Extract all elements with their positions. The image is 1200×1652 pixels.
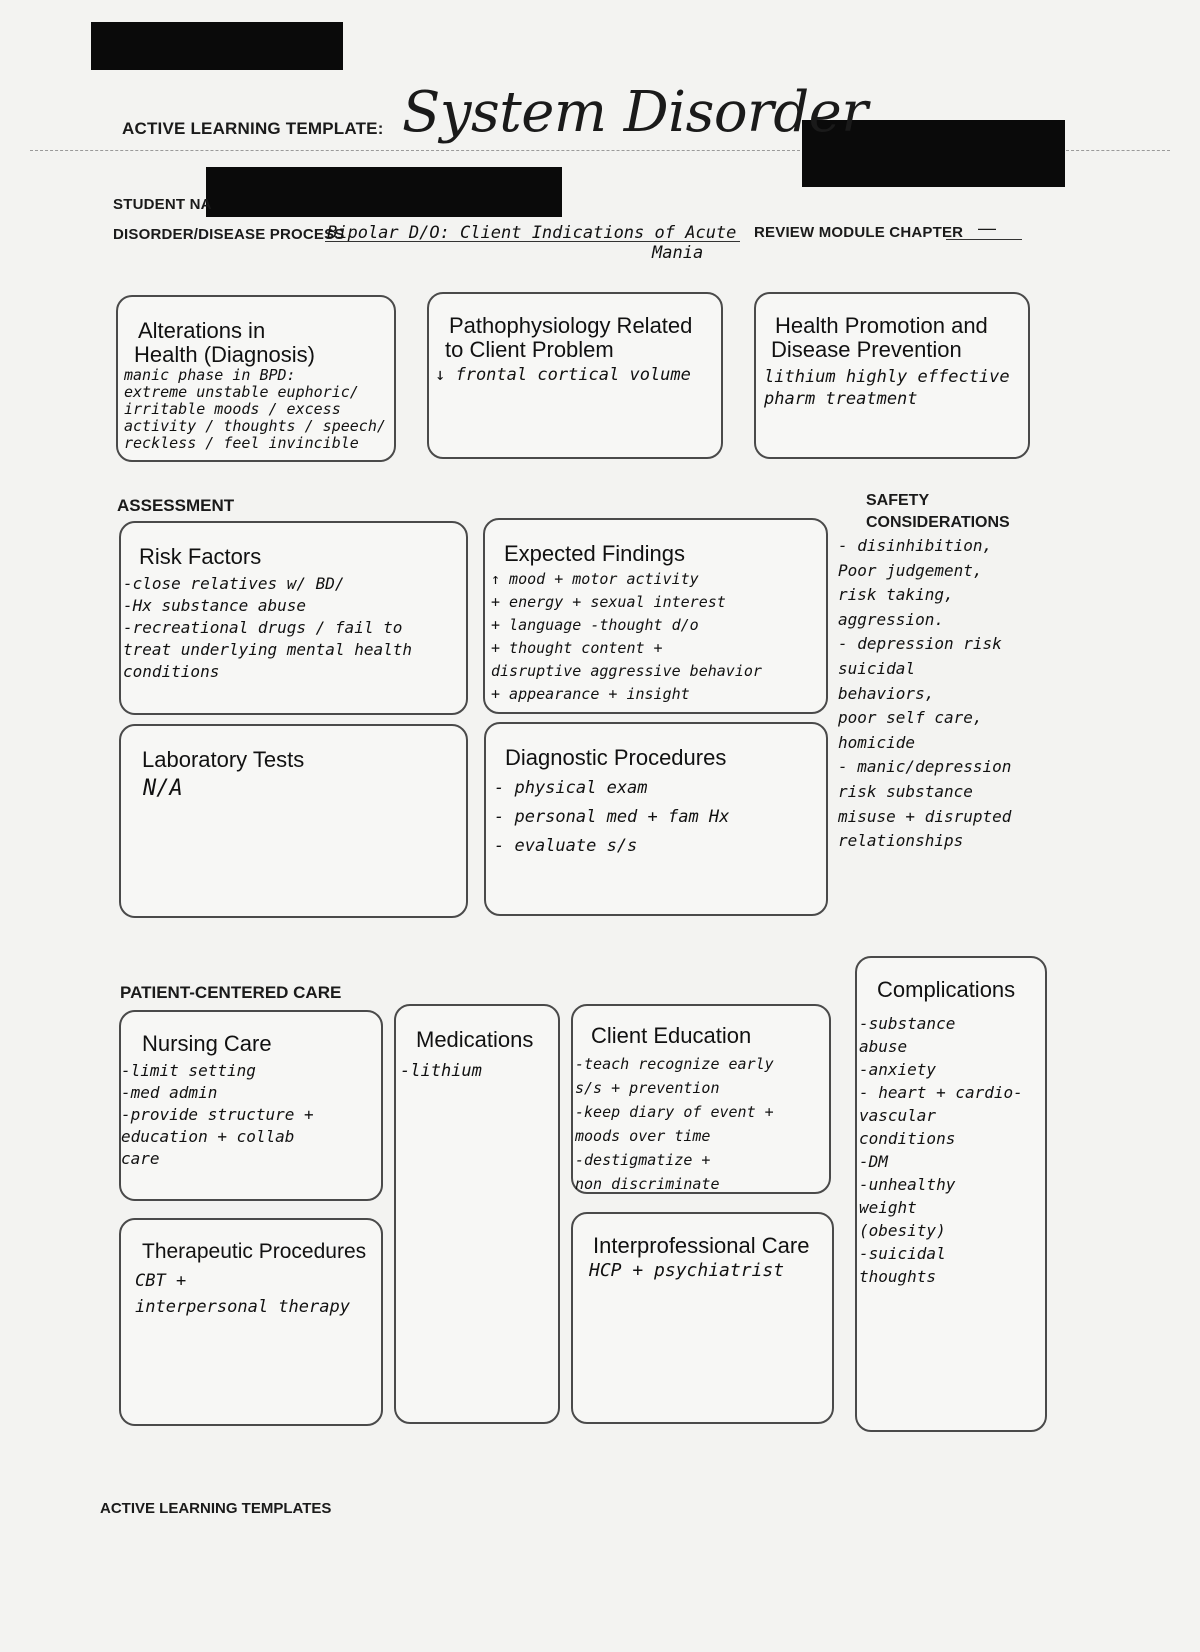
- laboratory-tests-box: [119, 724, 468, 918]
- health-promotion-title-2: Disease Prevention: [771, 337, 962, 362]
- medications-title: Medications: [416, 1027, 534, 1052]
- page-title: System Disorder: [402, 80, 868, 145]
- alterations-notes: manic phase in BPD: extreme unstable euphoric/ irritable moods / excess activity / thoughts / speech/ reckless / feel invincible: [124, 366, 386, 452]
- disorder-value-cont: Mania: [652, 243, 704, 263]
- laboratory-tests-title: Laboratory Tests: [142, 747, 305, 772]
- health-promotion-notes: lithium highly effective pharm treatment: [764, 367, 1010, 409]
- redaction-block-top: [91, 22, 343, 70]
- client-education-box: [571, 1004, 831, 1194]
- complications-title: Complications: [877, 977, 1016, 1002]
- expected-findings-title: Expected Findings: [504, 541, 685, 566]
- review-field-line: [946, 239, 1022, 240]
- redaction-block-student-name: [206, 167, 562, 217]
- nursing-care-notes: -limit setting -med admin -provide structure + education + collab care: [121, 1061, 314, 1168]
- laboratory-tests-notes: N/A: [143, 776, 183, 801]
- diagnostic-procedures-box: [484, 722, 828, 916]
- template-label: ACTIVE LEARNING TEMPLATE:: [122, 119, 384, 138]
- health-promotion-title-1: Health Promotion and: [775, 313, 988, 338]
- alterations-title-2: Health (Diagnosis): [134, 342, 315, 367]
- header-divider-right: [1066, 150, 1170, 151]
- pathophysiology-title-2: to Client Problem: [445, 337, 614, 362]
- pathophysiology-notes: ↓ frontal cortical volume: [435, 365, 691, 385]
- therapeutic-procedures-title: Therapeutic Procedures: [142, 1240, 367, 1263]
- safety-notes: - disinhibition, Poor judgement, risk taking, aggression. - depression risk suicidal behaviors, poor self care, homicide - manic/depression risk substance misuse + disrupted relationships: [838, 536, 1012, 851]
- disorder-value: Bipolar D/O: Client Indications of Acute: [327, 223, 737, 243]
- footer-label: ACTIVE LEARNING TEMPLATES: [100, 1500, 332, 1517]
- expected-findings-box: [483, 518, 828, 714]
- complications-box: [855, 956, 1047, 1432]
- complications-notes: -substance abuse -anxiety - heart + cardio- vascular conditions -DM -unhealthy weight (obesity) -suicidal thoughts: [859, 1014, 1023, 1286]
- assessment-label: ASSESSMENT: [117, 496, 235, 515]
- therapeutic-procedures-notes: CBT + interpersonal therapy: [135, 1271, 350, 1317]
- therapeutic-procedures-box: [119, 1218, 383, 1426]
- alterations-box: [116, 295, 396, 462]
- patient-centered-care-label: PATIENT-CENTERED CARE: [120, 983, 342, 1002]
- risk-factors-title: Risk Factors: [139, 544, 262, 569]
- pathophysiology-box: [427, 292, 723, 459]
- medications-notes: -lithium: [400, 1061, 482, 1081]
- medications-box: [394, 1004, 560, 1424]
- safety-label-2: CONSIDERATIONS: [866, 514, 1010, 531]
- safety-label-1: SAFETY: [866, 492, 930, 509]
- risk-factors-box: [119, 521, 468, 715]
- pathophysiology-title-1: Pathophysiology Related: [449, 313, 693, 338]
- disorder-label: DISORDER/DISEASE PROCESS: [113, 226, 345, 243]
- health-promotion-box: [754, 292, 1030, 459]
- diagnostic-procedures-notes: - physical exam - personal med + fam Hx - evaluate s/s: [494, 778, 730, 856]
- diagnostic-procedures-title: Diagnostic Procedures: [505, 745, 727, 770]
- student-name-label: STUDENT NA: [113, 196, 212, 213]
- review-module-label: REVIEW MODULE CHAPTER: [754, 224, 964, 241]
- nursing-care-title: Nursing Care: [142, 1031, 272, 1056]
- client-education-title: Client Education: [591, 1023, 752, 1048]
- expected-findings-notes: ↑ mood + motor activity + energy + sexual interest + language -thought d/o + thought content + disruptive aggressive behavior + appearance + insight: [491, 570, 762, 703]
- interprofessional-care-notes: HCP + psychiatrist: [589, 1260, 785, 1281]
- header-divider: [30, 150, 800, 151]
- interprofessional-care-box: [571, 1212, 834, 1424]
- risk-factors-notes: -close relatives w/ BD/ -Hx substance abuse -recreational drugs / fail to treat underlying mental health conditions: [123, 574, 412, 681]
- review-module-value: —: [978, 218, 996, 238]
- client-education-notes: -teach recognize early s/s + prevention -keep diary of event + moods over time -destigmatize + non discriminate: [575, 1055, 774, 1193]
- alterations-title-1: Alterations in: [138, 318, 266, 343]
- interprofessional-care-title: Interprofessional Care: [593, 1233, 810, 1258]
- nursing-care-box: [119, 1010, 383, 1201]
